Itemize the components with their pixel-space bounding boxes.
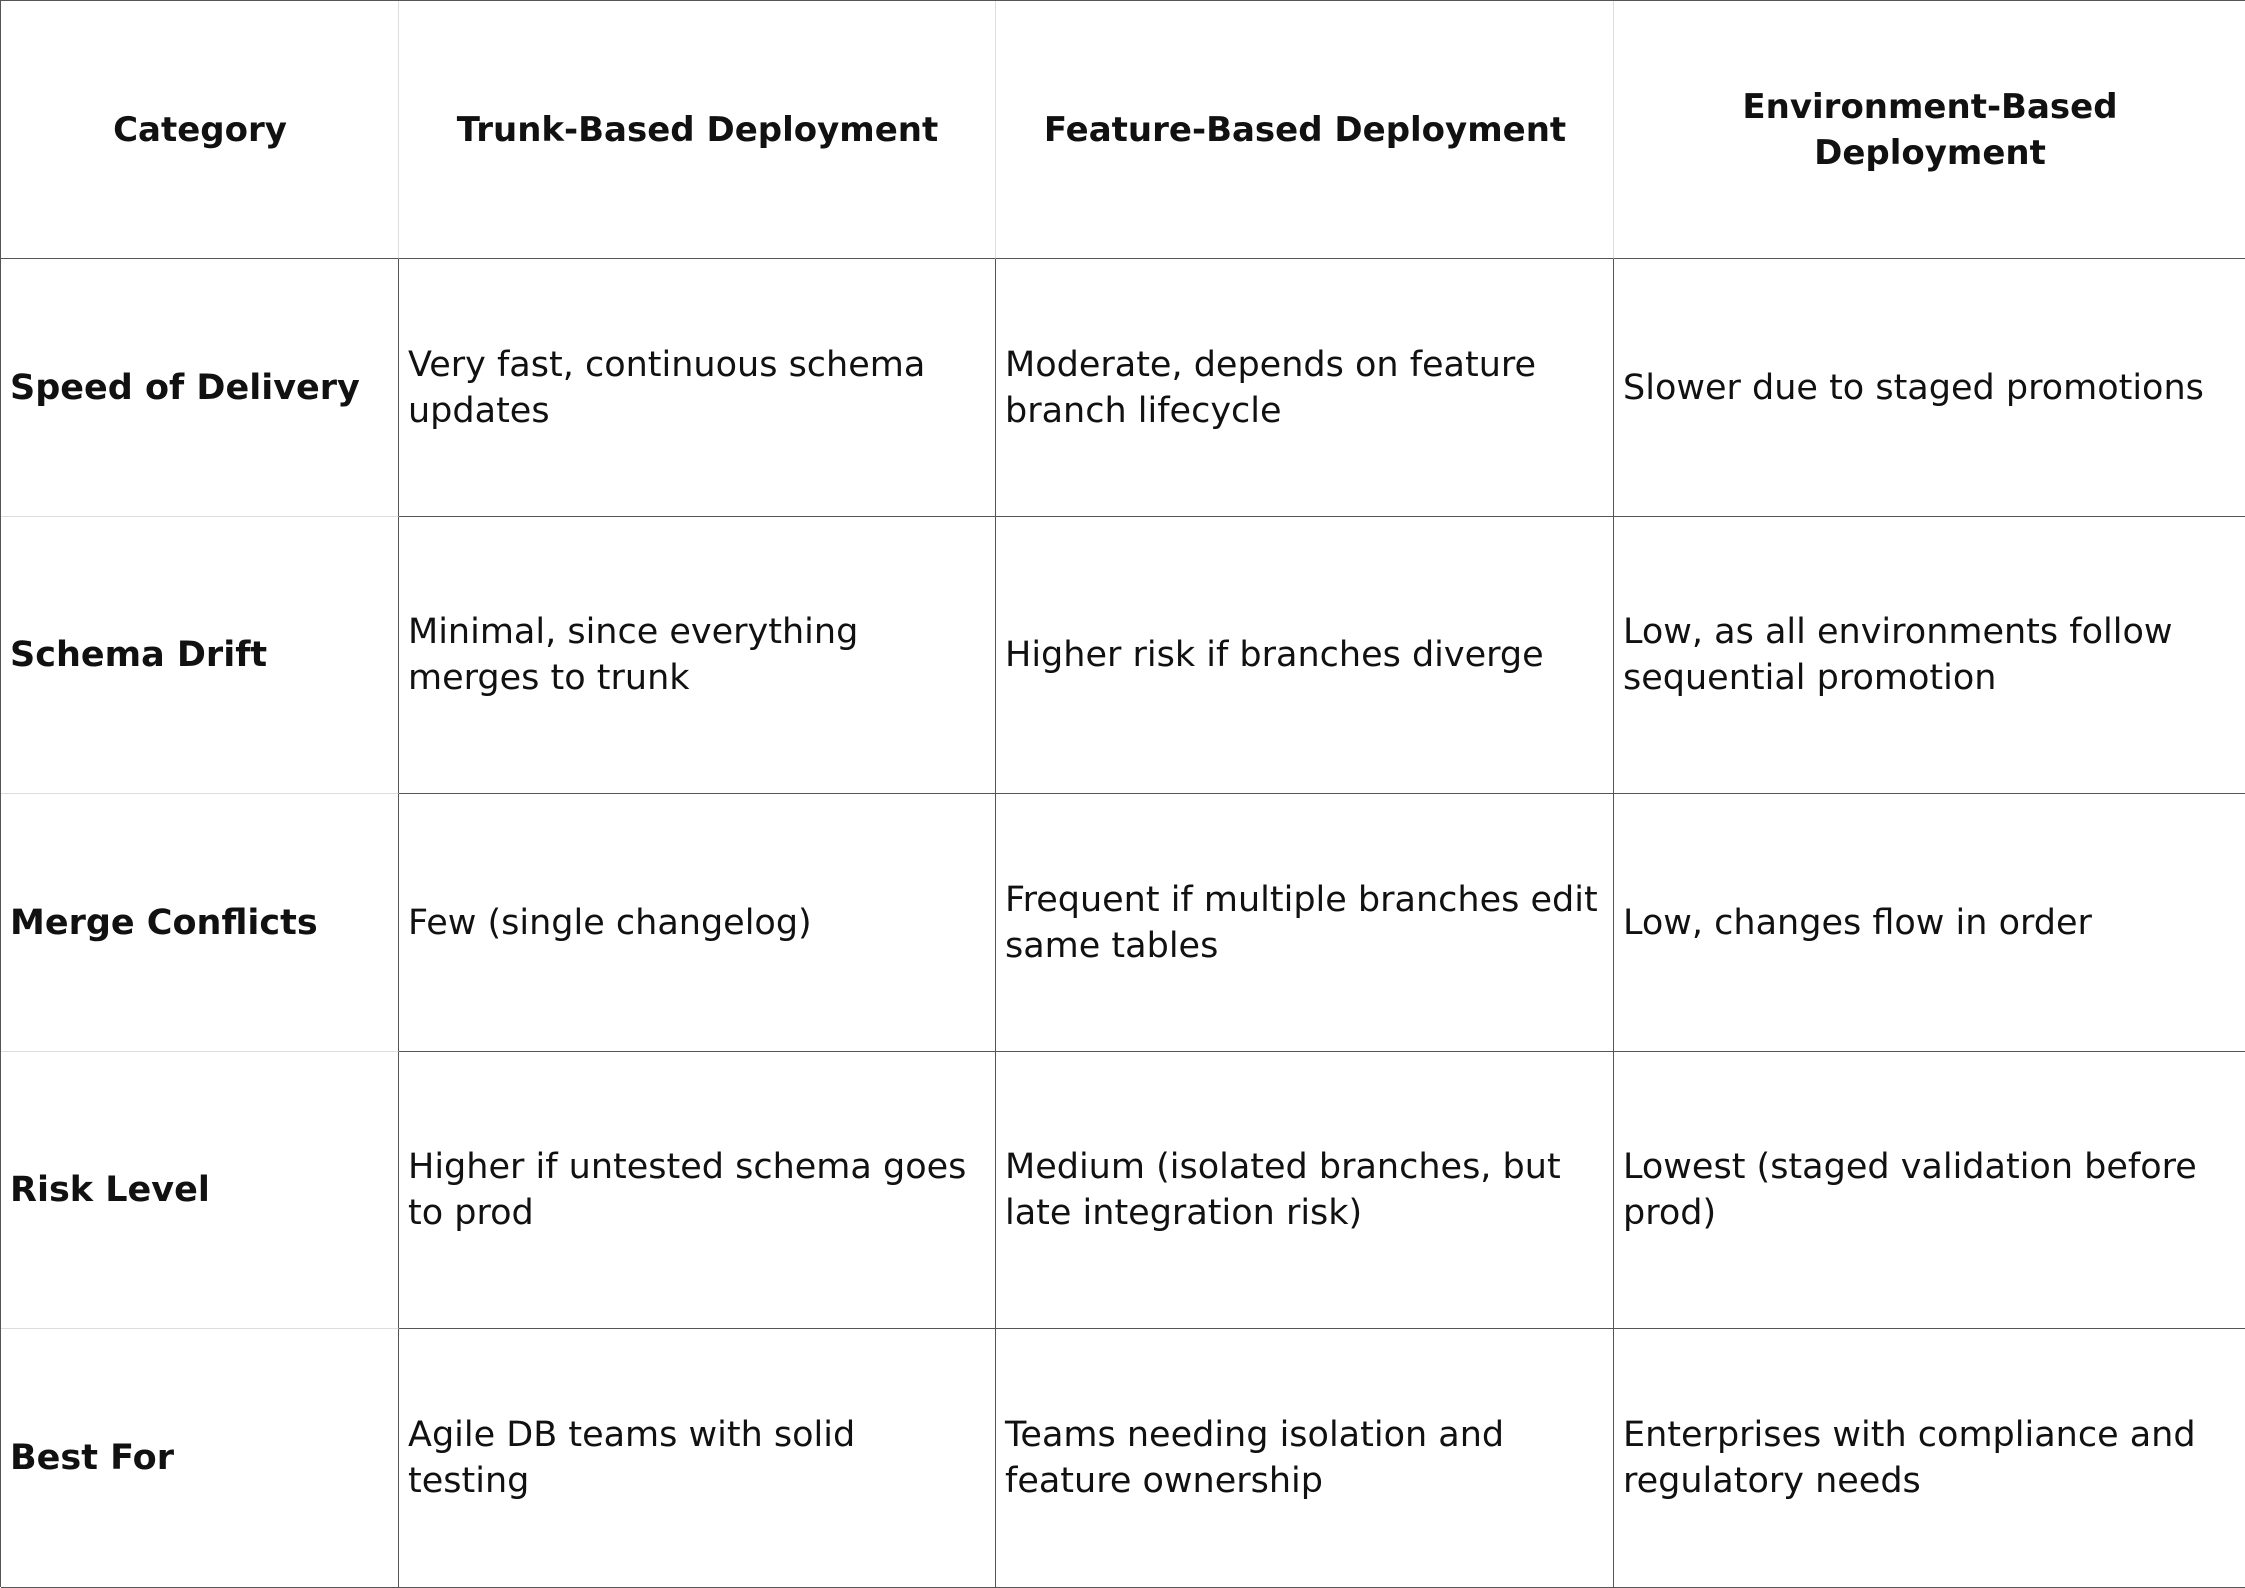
header-label: Environment-Based Deployment [1742, 86, 2118, 173]
table-cell [996, 1052, 1614, 1329]
category-label: Schema Drift [10, 635, 268, 675]
table-cell [1614, 1052, 2245, 1329]
cell-text: Low, as all environments follow sequential promotion [1623, 612, 2173, 698]
table-cell [1614, 1329, 2245, 1588]
table-cell [399, 1329, 996, 1588]
category-label: Risk Level [10, 1170, 210, 1210]
category-label: Speed of Delivery [10, 367, 360, 408]
row-category [1, 517, 399, 794]
cell-text: Few (single changelog) [408, 902, 812, 943]
row-category [1, 259, 399, 517]
header-label: Trunk-Based Deployment [456, 109, 939, 150]
cell-text: Low, changes flow in order [1623, 902, 2092, 943]
cell-text: Teams needing isolation and feature ownership [1005, 1415, 1505, 1501]
cell-text: Minimal, since everything merges to trunk [408, 612, 859, 698]
table-cell [996, 1329, 1614, 1588]
cell-text: Lowest (staged validation before prod) [1623, 1147, 2197, 1233]
header-label: Feature-Based Deployment [1043, 109, 1567, 150]
table-cell [399, 1052, 996, 1329]
table-cell [1614, 517, 2245, 794]
cell-text: Very fast, continuous schema updates [408, 344, 926, 431]
table-cell [1614, 794, 2245, 1052]
table-cell [1614, 259, 2245, 517]
header-category [1, 1, 399, 259]
table-cell [996, 517, 1614, 794]
table-cell [399, 517, 996, 794]
row-category [1, 1052, 399, 1329]
category-label: Best For [10, 1438, 174, 1478]
cell-text: Medium (isolated branches, but late integration risk) [1005, 1147, 1561, 1233]
header-trunk [399, 1, 996, 259]
cell-text: Enterprises with compliance and regulatory needs [1623, 1415, 2196, 1501]
cell-text: Agile DB teams with solid testing [408, 1415, 856, 1501]
table-cell [399, 259, 996, 517]
header-feature [996, 1, 1614, 259]
table-cell [996, 259, 1614, 517]
row-category [1, 1329, 399, 1588]
cell-text: Moderate, depends on feature branch lifecycle [1005, 344, 1537, 431]
table-cell [996, 794, 1614, 1052]
cell-text: Higher if untested schema goes to prod [408, 1147, 967, 1233]
category-label: Merge Conflicts [10, 902, 318, 943]
cell-text: Slower due to staged promotions [1623, 367, 2204, 408]
cell-text: Frequent if multiple branches edit same tables [1005, 879, 1598, 966]
table-cell [399, 794, 996, 1052]
row-category [1, 794, 399, 1052]
header-label: Category [113, 109, 287, 150]
cell-text: Higher risk if branches diverge [1005, 635, 1544, 675]
header-environment [1614, 1, 2245, 259]
